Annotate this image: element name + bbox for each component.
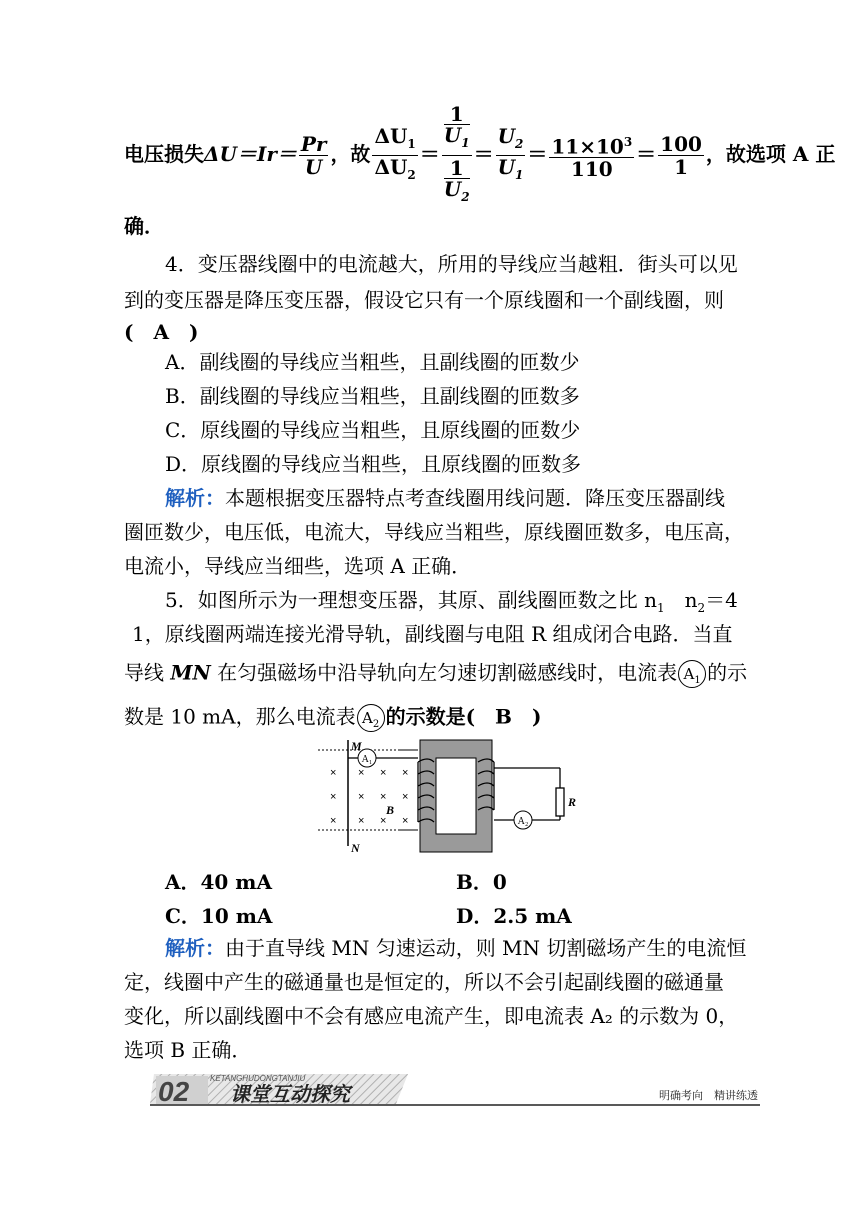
section-title: 课堂互动探究 bbox=[230, 1082, 350, 1106]
formula-end: 确． bbox=[124, 214, 164, 238]
svg-text:×: × bbox=[402, 815, 409, 827]
result-ratio: $\frac{100}{1}$ bbox=[660, 132, 702, 179]
q5-option-d: D．2.5 mA bbox=[456, 904, 572, 928]
q5-line1: 5．如图所示为一理想变压器，其原、副线圈匝数之比 $n_1$ $n_2=4$ bbox=[165, 588, 738, 615]
q4-option-b: B．副线圈的导线应当粗些，且副线圈的匝数多 bbox=[165, 384, 580, 408]
section-right-text: 明确考向 精讲练透 bbox=[659, 1089, 758, 1102]
svg-text:×: × bbox=[380, 767, 387, 779]
delta-u-expr: ΔU＝Ir＝ bbox=[204, 142, 297, 166]
transformer-circuit-diagram bbox=[318, 738, 598, 856]
svg-text:×: × bbox=[380, 815, 387, 827]
numeric-ratio: $\frac{11\times 10^3}{110}$ bbox=[549, 131, 634, 181]
du-ratio: $\frac{\Delta U_1}{\Delta U_2}$ bbox=[374, 124, 416, 182]
svg-text:×: × bbox=[330, 791, 337, 803]
section-number: 02 bbox=[158, 1076, 190, 1107]
q4-line1: 4．变压器线圈中的电流越大，所用的导线应当越粗．街头可以见 bbox=[165, 252, 738, 276]
voltage-loss-label: 电压损失 bbox=[124, 142, 204, 166]
q4-analysis-line3: 电流小，导线应当细些，选项 A 正确． bbox=[124, 554, 472, 578]
svg-text:R: R bbox=[568, 795, 577, 809]
q5-analysis-line4: 选项 B 正确． bbox=[124, 1038, 252, 1062]
section-pinyin: KETANGHUDONGTANJIU bbox=[210, 1074, 306, 1083]
q4-analysis-line2: 圈匝数少，电压低，电流大，导线应当粗些，原线圈匝数多，电压高， bbox=[124, 520, 744, 544]
sep-text: ，故 bbox=[330, 142, 371, 166]
pr-over-u: $\frac{Pr}{U}$ bbox=[300, 132, 327, 179]
q4-line2: 到的变压器是降压变压器，假设它只有一个原线圈和一个副线圈，则 bbox=[124, 288, 724, 312]
svg-text:×: × bbox=[358, 767, 365, 779]
q5-option-a: A．40 mA bbox=[165, 870, 272, 894]
q5-analysis-line2: 定，线圈中产生的磁通量也是恒定的，所以不会引起副线圈的磁通量 bbox=[124, 970, 724, 994]
ammeter-a2-icon: $A_2$ bbox=[357, 704, 385, 732]
svg-text:×: × bbox=[380, 791, 387, 803]
q5-analysis-line3: 变化，所以副线圈中不会有感应电流产生，即电流表 A₂ 的示数为 0， bbox=[124, 1004, 739, 1028]
q5-option-b: B．0 bbox=[456, 870, 507, 894]
svg-text:×: × bbox=[330, 815, 337, 827]
formula-suffix: ，故选项 A 正 bbox=[705, 142, 836, 166]
q5-line2: 1，原线圈两端连接光滑导轨，副线圈与电阻 R 组成闭合电路．当直 bbox=[132, 622, 733, 646]
svg-text:×: × bbox=[358, 815, 365, 827]
analysis-label: 解析： bbox=[165, 936, 225, 960]
svg-text:×: × bbox=[402, 791, 409, 803]
svg-text:M: M bbox=[351, 739, 362, 753]
analysis-label: 解析： bbox=[165, 486, 225, 510]
svg-text:A₁: A₁ bbox=[361, 754, 373, 765]
q4-answer: ( A ) bbox=[124, 320, 199, 344]
q5-line3: 导线 MN 在匀强磁场中沿导轨向左匀速切割磁感线时，电流表 $A_1$ 的示 bbox=[124, 660, 748, 686]
svg-text:N: N bbox=[351, 841, 360, 855]
q4-option-d: D．原线圈的导线应当粗些，且原线圈的匝数多 bbox=[165, 452, 582, 476]
svg-text:×: × bbox=[330, 767, 337, 779]
q4-analysis-line1: 解析：本题根据变压器特点考查线圈用线问题．降压变压器副线 bbox=[165, 486, 725, 510]
q4-option-c: C．原线圈的导线应当粗些，且原线圈的匝数少 bbox=[165, 418, 581, 442]
magnetic-field-crosses bbox=[330, 767, 408, 827]
section-banner bbox=[150, 1068, 760, 1108]
svg-text:×: × bbox=[402, 767, 409, 779]
u-ratio: $\frac{U_2}{U_1}$ bbox=[497, 124, 524, 182]
formula-line: 电压损失ΔU＝Ir＝ $\frac{Pr}{U}$ ，故 $\frac{\Delta U_1}{\Delta U_2}$ ＝ 1 $U_1$ 1 $U_2$ ＝ $\frac{U_2}{U_1}$ ＝ $\frac{11\times 10^3}{110}$ ＝ $\frac{100}{1}$ ，故选项 A 正 bbox=[124, 104, 835, 207]
reciprocal-ratio: 1 $U_1$ 1 $U_2$ bbox=[443, 102, 470, 204]
svg-text:B: B bbox=[386, 803, 395, 817]
ammeter-a1-icon: $A_1$ bbox=[678, 660, 706, 688]
q4-option-a: A．副线圈的导线应当粗些，且副线圈的匝数少 bbox=[165, 350, 580, 374]
q5-line4: 数是 10 mA，那么电流表 $A_2$ 的示数是( B ) bbox=[124, 704, 542, 730]
q5-option-c: C．10 mA bbox=[165, 904, 273, 928]
svg-text:×: × bbox=[358, 791, 365, 803]
q5-analysis-line1: 解析：由于直导线 MN 匀速运动，则 MN 切割磁场产生的电流恒 bbox=[165, 936, 747, 960]
svg-text:A₂: A₂ bbox=[517, 816, 529, 827]
